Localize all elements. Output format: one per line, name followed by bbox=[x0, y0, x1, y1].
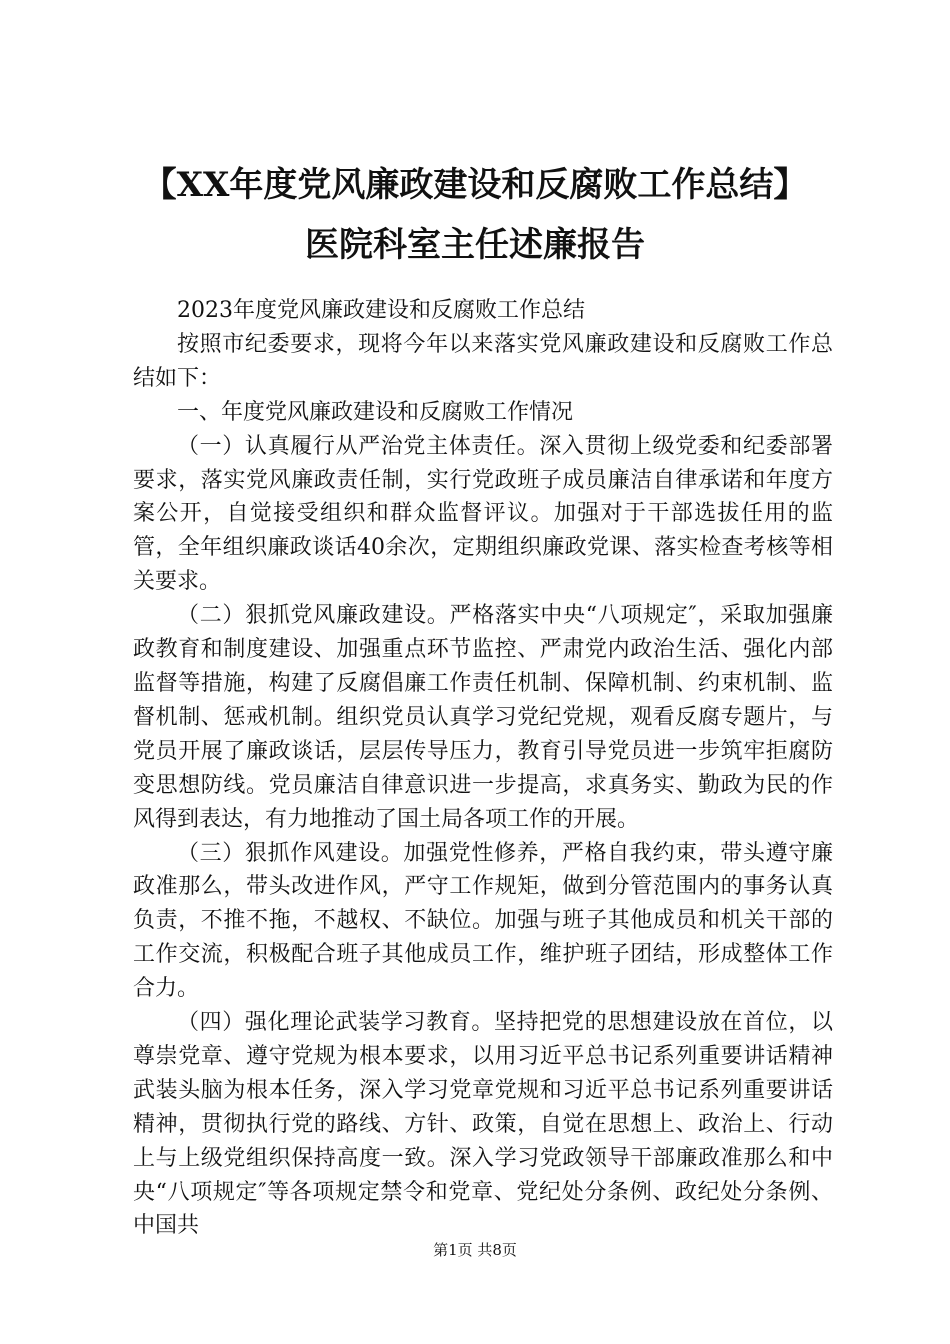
paragraph-item-1: （一）认真履行从严治党主体责任。深入贯彻上级党委和纪委部署要求，落实党风廉政责任制，实行党政班子成员廉洁自律承诺和年度方案公开，自觉接受组织和群众监督评议。加强对于干部选拔任用的监管，全年组织廉政谈话40余次，定期组织廉政党课、落实检查考核等相关要求。 bbox=[133, 433, 833, 595]
paragraph-intro: 按照市纪委要求，现将今年以来落实党风廉政建设和反腐败工作总结如下： bbox=[133, 331, 833, 391]
paragraph-item-4: （四）强化理论武装学习教育。坚持把党的思想建设放在首位，以尊崇党章、遵守党规为根本要求，以用习近平总书记系列重要讲话精神武装头脑为根本任务，深入学习党章党规和习近平总书记系列重要讲话精神，贯彻执行党的路线、方针、政策，自觉在思想上、政治上、行动上与上级党组织保持高度一致。深入学习党政领导干部廉政准那么和中央“八项规定″等各项规定禁令和党章、党纪处分条例、政纪处分条例、中国共 bbox=[133, 1010, 833, 1239]
paragraph-item-3: （三）狠抓作风建设。加强党性修养，严格自我约束，带头遵守廉政准那么，带头改进作风，严守工作规矩，做到分管范围内的事务认真负责，不推不拖，不越权、不缺位。加强与班子其他成员和机关干部的工作交流，积极配合班子其他成员工作，维护班子团结，形成整体工作合力。 bbox=[133, 840, 833, 1002]
document-body bbox=[133, 294, 833, 1243]
document-title-line-1: 【XX年度党风廉政建设和反腐败工作总结】 bbox=[142, 165, 808, 205]
paragraph-subtitle: 2023年度党风廉政建设和反腐败工作总结 bbox=[177, 298, 585, 323]
document-title-line-2: 医院科室主任述廉报告 bbox=[305, 225, 645, 265]
paragraph-section-heading: 一、年度党风廉政建设和反腐败工作情况 bbox=[177, 399, 574, 425]
paragraph-item-2: （二）狠抓党风廉政建设。严格落实中央“八项规定″，采取加强廉政教育和制度建设、加强重点环节监控、严肃党内政治生活、强化内部监督等措施，构建了反腐倡廉工作责任机制、保障机制、约束机制、监督机制、惩戒机制。组织党员认真学习党纪党规，观看反腐专题片，与党员开展了廉政谈话，层层传导压力，教育引导党员进一步筑牢拒腐防变思想防线。党员廉洁自律意识进一步提高，求真务实、勤政为民的作风得到表达，有力地推动了国土局各项工作的开展。 bbox=[133, 603, 833, 832]
page-footer: 第1页 共8页 bbox=[433, 1241, 517, 1259]
